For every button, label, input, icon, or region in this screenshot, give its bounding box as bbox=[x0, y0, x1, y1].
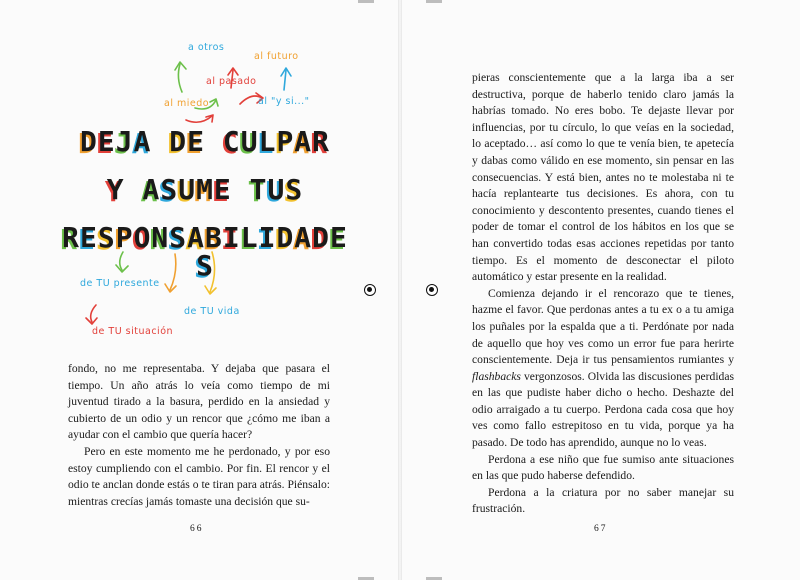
headline-letter: S bbox=[97, 221, 116, 254]
headline-letter bbox=[151, 128, 169, 156]
label-al-y-si: al "y si..." bbox=[258, 96, 310, 107]
label-al-futuro: al futuro bbox=[254, 51, 299, 62]
right-paragraph-2-start: Comienza dejando ir el rencorazo que te tienes, hazme el favor. Que perdonas antes a tu ex o a tu amiga los puñales por la espalda que a ti. Perdónate por nada de aquello que hoy ves como un error fue para herirte conscientemente. Deja ir tus pensamientos rumiantes y bbox=[472, 286, 734, 367]
right-paragraph-2-end: vergonzosos. Olvida las discusiones perdidas en las que pudiste haber dicho o hecho. Deshazte del odio arraigado a tu cuerpo. Perdona cada cosa que hoy ves como fallo estrepitoso en tu vida, porque ya ha pasado. De todo has aprendido, aunque no lo veas. bbox=[472, 369, 734, 450]
headline-letter: A bbox=[294, 125, 313, 158]
headline-letter: I bbox=[222, 221, 241, 254]
headline-letter: S bbox=[285, 173, 304, 206]
registration-mark-right bbox=[426, 284, 438, 296]
headline-letter bbox=[232, 176, 250, 204]
headline-letter: O bbox=[133, 221, 152, 254]
left-paragraph-1: fondo, no me representaba. Y dejaba que pasara el tiempo. Un año atrás lo veía como tiempo de mi juventud tirado a la basura, perdido en la ansiedad y cubierto de un odio y un rencor que ¿cómo me iban a ayudar con el cambio que quería hacer? bbox=[68, 362, 330, 442]
right-body-text bbox=[472, 70, 734, 518]
headline-line-1 bbox=[60, 125, 350, 158]
headline-letter: T bbox=[249, 173, 268, 206]
headline-letter: P bbox=[276, 125, 295, 158]
page-number-right: 67 bbox=[594, 524, 608, 534]
headline-letter: P bbox=[115, 221, 134, 254]
headline-letter: E bbox=[187, 125, 205, 158]
headline-line-3 bbox=[60, 221, 350, 282]
headline-letter: E bbox=[79, 221, 98, 254]
left-paragraph-2: Pero en este momento me he perdonado, y por eso estoy cumpliendo con el cambio. Por fin. El rencor y el odio te anclan donde estás o te tiran para atrás. Piénsalo: mientras crecías jamás tomaste una decisión que su- bbox=[68, 444, 330, 508]
right-paragraph-1: pieras conscientemente que a la larga iba a ser destructiva, porque de haberlo tenido claro jamás la habrías tomado. No eres bobo. Te dejaste llevar por influencias, por tu círculo, lo que veías en la sociedad, lo aceptado… así como lo que te venía bien, te apetecía y dabas como válido en ese momento, sin pensar en las consecuencias. Y está bien, antes no te molestaba ni te hacía replantearte tus decisiones. Es ahora, con tu conocimiento y descontento presentes, cuando tienes el poder de tomar el control de los hábitos en los que se han convertido todas esas acciones repetidas por tanto tiempo. Es el momento de desconectar el piloto automático y estar presente en la realidad. bbox=[472, 71, 734, 284]
headline-letter: E bbox=[213, 173, 232, 206]
label-al-miedo: al miedo bbox=[164, 98, 210, 109]
headline-letter: D bbox=[312, 221, 331, 254]
headline-letter bbox=[125, 176, 143, 204]
label-al-pasado: al pasado bbox=[206, 76, 257, 87]
headline-letter: L bbox=[240, 221, 259, 254]
headline-line-2 bbox=[60, 173, 350, 206]
flashbacks-word: flashbacks bbox=[472, 369, 521, 383]
headline-letter: Y bbox=[106, 173, 125, 206]
headline-letter: S bbox=[169, 221, 188, 254]
headline-letter: D bbox=[169, 125, 188, 158]
headline-letter: B bbox=[205, 221, 223, 254]
label-de-tu-presente: de TU presente bbox=[80, 278, 160, 289]
crop-mark bbox=[426, 0, 442, 3]
headline-letter: R bbox=[312, 125, 331, 158]
headline-letter: E bbox=[97, 125, 116, 158]
headline-letter: U bbox=[240, 125, 259, 158]
headline-letter bbox=[205, 128, 223, 156]
headline-letter: L bbox=[258, 125, 277, 158]
headline-letter: S bbox=[196, 249, 214, 282]
headline-letter: M bbox=[196, 173, 214, 206]
headline-letter: A bbox=[294, 221, 313, 254]
headline-letter: N bbox=[151, 221, 170, 254]
label-a-otros: a otros bbox=[188, 42, 225, 53]
headline-letter: D bbox=[79, 125, 98, 158]
headline-letter: R bbox=[62, 221, 80, 254]
right-paragraph-4: Perdona a la criatura por no saber manejar su frustración. bbox=[472, 485, 734, 516]
page-number-left: 66 bbox=[190, 524, 204, 534]
label-de-tu-situacion: de TU situación bbox=[92, 326, 174, 337]
headline-letter: C bbox=[222, 125, 241, 158]
headline-letter: S bbox=[160, 173, 179, 206]
right-paragraph-2 bbox=[472, 286, 734, 452]
left-body-text bbox=[68, 361, 330, 510]
headline-letter: A bbox=[133, 125, 152, 158]
label-de-tu-vida: de TU vida bbox=[184, 306, 240, 317]
headline-letter: A bbox=[187, 221, 205, 254]
headline-letter: I bbox=[258, 221, 277, 254]
right-paragraph-3: Perdona a ese niño que fue sumiso ante situaciones en las que pudo haberse defendido. bbox=[472, 452, 734, 483]
headline-letter: U bbox=[178, 173, 197, 206]
headline-letter: U bbox=[267, 173, 286, 206]
headline-letter: A bbox=[142, 173, 161, 206]
headline-letter: J bbox=[115, 125, 134, 158]
headline-letter: E bbox=[330, 221, 348, 254]
headline-letter: D bbox=[276, 221, 295, 254]
